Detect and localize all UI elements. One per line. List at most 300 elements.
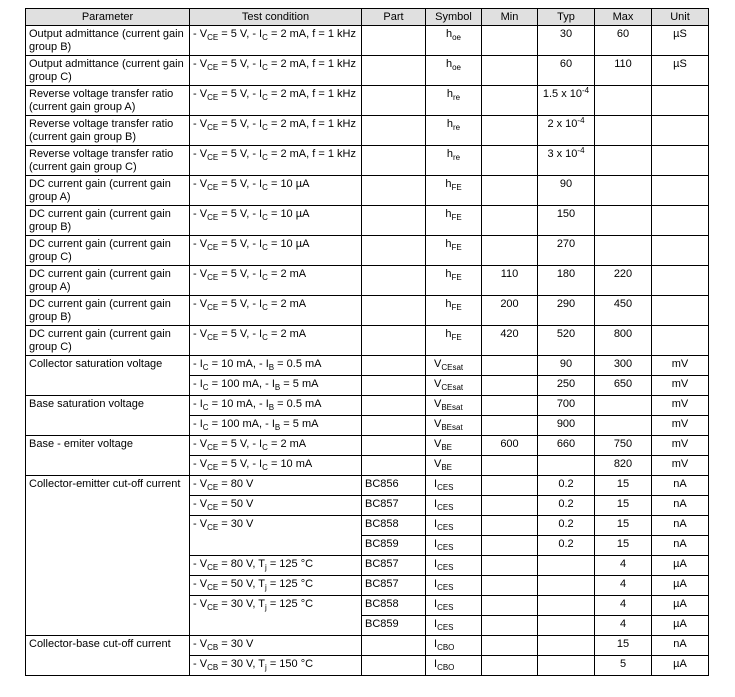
condition-part: - V — [193, 498, 208, 510]
condition-cell — [190, 116, 362, 146]
condition-cell — [190, 416, 362, 436]
unit-cell: µA — [652, 596, 709, 616]
typ-cell — [538, 576, 595, 596]
symbol-subscript: BE — [441, 463, 453, 472]
condition-part: = 2 mA, f = 1 kHz — [267, 58, 356, 70]
condition-part: C — [262, 333, 268, 342]
min-cell — [482, 656, 538, 676]
min-cell: 420 — [482, 326, 538, 356]
condition-part: CE — [207, 603, 219, 612]
min-cell — [482, 536, 538, 556]
condition-part: C — [202, 363, 209, 372]
condition-part: B — [268, 363, 275, 372]
max-cell: 4 — [595, 596, 652, 616]
condition-cell — [190, 266, 362, 296]
parameter-cell: Collector-base cut-off current — [26, 636, 190, 676]
parameter-cell: Base saturation voltage — [26, 396, 190, 436]
condition-part: CE — [207, 463, 219, 472]
max-cell — [595, 176, 652, 206]
symbol-letter: I — [434, 638, 438, 650]
symbol-subscript: FE — [451, 243, 462, 252]
condition-part: = 5 V, - I — [218, 238, 263, 250]
condition-part: - V — [193, 438, 208, 450]
condition-part: CE — [207, 483, 219, 492]
condition-part: = 5 V, - I — [218, 458, 263, 470]
condition-part: - V — [193, 658, 208, 670]
condition-part: CE — [207, 243, 219, 252]
min-cell — [482, 146, 538, 176]
parameter-cell — [26, 206, 190, 236]
condition-part: = 80 V — [218, 478, 254, 490]
typ-cell: 250 — [538, 376, 595, 396]
condition-cell — [190, 86, 362, 116]
condition-part: = 2 mA, f = 1 kHz — [267, 28, 356, 40]
symbol-cell — [426, 236, 482, 266]
parameter-line: DC current gain (current gain — [29, 298, 171, 310]
symbol-cell — [426, 206, 482, 236]
symbol-letter: V — [434, 438, 442, 450]
part-cell: BC859 — [362, 616, 426, 636]
condition-part: - V — [193, 178, 208, 190]
symbol-cell — [426, 576, 482, 596]
condition-part: = 30 V — [218, 638, 254, 650]
condition-part: - V — [193, 28, 208, 40]
parameter-line: group A) — [29, 281, 71, 293]
min-cell — [482, 476, 538, 496]
part-cell: BC857 — [362, 556, 426, 576]
unit-cell: nA — [652, 536, 709, 556]
condition-cell — [190, 176, 362, 206]
typ-cell — [538, 86, 595, 116]
table-row — [26, 266, 709, 296]
min-cell — [482, 206, 538, 236]
condition-part: = 30 V, T — [218, 658, 265, 670]
symbol-cell — [426, 496, 482, 516]
condition-part: C — [262, 213, 268, 222]
max-cell: 220 — [595, 266, 652, 296]
symbol-cell — [426, 556, 482, 576]
condition-part: = 30 V, T — [218, 598, 265, 610]
parameter-line: group B) — [29, 311, 72, 323]
symbol-letter: V — [434, 378, 442, 390]
condition-part: = 30 V — [218, 518, 254, 530]
symbol-subscript: CEsat — [441, 363, 464, 372]
max-cell — [595, 396, 652, 416]
condition-cell — [190, 596, 362, 636]
condition-part: = 2 mA, f = 1 kHz — [267, 148, 356, 160]
min-cell — [482, 576, 538, 596]
part-cell — [362, 26, 426, 56]
condition-part: j — [264, 563, 267, 572]
min-cell: 600 — [482, 436, 538, 456]
condition-part: - I — [193, 398, 203, 410]
condition-part: = 5 V, - I — [218, 328, 263, 340]
typ-cell: 270 — [538, 236, 595, 266]
electrical-characteristics-table — [25, 8, 709, 676]
symbol-subscript: CES — [437, 583, 454, 592]
condition-part: C — [262, 183, 268, 192]
symbol-letter: V — [434, 358, 442, 370]
condition-part: - V — [193, 598, 208, 610]
parameter-line: (current gain group C) — [29, 161, 137, 173]
typ-mantissa: 2 x 10 — [547, 118, 578, 130]
condition-part: C — [262, 243, 268, 252]
symbol-letter: h — [445, 238, 452, 250]
symbol-letter: h — [446, 88, 453, 100]
symbol-letter: h — [445, 298, 452, 310]
symbol-cell — [426, 476, 482, 496]
symbol-subscript: CES — [437, 543, 454, 552]
symbol-letter: I — [434, 558, 438, 570]
unit-cell: mV — [652, 416, 709, 436]
condition-part: = 2 mA — [267, 438, 307, 450]
condition-part: - V — [193, 328, 208, 340]
condition-part: - V — [193, 478, 208, 490]
unit-cell — [652, 206, 709, 236]
table-row — [26, 236, 709, 266]
header-typ: Typ — [538, 9, 595, 26]
condition-part: C — [262, 273, 268, 282]
condition-part: - I — [193, 418, 203, 430]
condition-part: = 5 V, - I — [218, 88, 263, 100]
condition-part: = 5 mA — [280, 418, 319, 430]
condition-part: = 5 V, - I — [218, 268, 263, 280]
condition-part: - V — [193, 208, 208, 220]
max-cell — [595, 416, 652, 436]
max-cell: 15 — [595, 536, 652, 556]
part-cell — [362, 656, 426, 676]
condition-cell — [190, 496, 362, 516]
min-cell — [482, 376, 538, 396]
unit-cell: mV — [652, 396, 709, 416]
parameter-line: Output admittance (current gain — [29, 28, 184, 40]
part-cell: BC858 — [362, 596, 426, 616]
condition-cell — [190, 436, 362, 456]
min-cell — [482, 236, 538, 266]
condition-part: = 125 °C — [266, 558, 314, 570]
typ-cell: 660 — [538, 436, 595, 456]
min-cell — [482, 636, 538, 656]
condition-part: CE — [207, 273, 219, 282]
part-cell — [362, 236, 426, 266]
max-cell: 4 — [595, 616, 652, 636]
condition-part: = 50 V — [218, 498, 254, 510]
condition-part: C — [202, 423, 209, 432]
condition-part: B — [268, 403, 275, 412]
max-cell: 650 — [595, 376, 652, 396]
condition-part: B — [274, 383, 281, 392]
parameter-line: group C) — [29, 71, 72, 83]
condition-part: - I — [193, 358, 203, 370]
unit-cell — [652, 176, 709, 206]
part-cell: BC857 — [362, 496, 426, 516]
parameter-line: DC current gain (current gain — [29, 268, 171, 280]
symbol-cell — [426, 86, 482, 116]
parameter-cell — [26, 176, 190, 206]
part-cell: BC859 — [362, 536, 426, 556]
condition-part: - V — [193, 238, 208, 250]
symbol-cell — [426, 636, 482, 656]
typ-cell: 60 — [538, 56, 595, 86]
unit-cell: nA — [652, 476, 709, 496]
symbol-subscript: CES — [437, 483, 454, 492]
min-cell — [482, 616, 538, 636]
condition-part: = 2 mA — [267, 328, 307, 340]
table-row — [26, 206, 709, 236]
min-cell — [482, 56, 538, 86]
condition-part: = 5 V, - I — [218, 58, 263, 70]
unit-cell — [652, 116, 709, 146]
symbol-cell — [426, 116, 482, 146]
condition-part: CE — [207, 93, 219, 102]
symbol-letter: V — [434, 418, 442, 430]
part-cell — [362, 456, 426, 476]
symbol-subscript: BEsat — [441, 403, 463, 412]
parameter-line: group B) — [29, 221, 72, 233]
part-cell — [362, 296, 426, 326]
condition-cell — [190, 236, 362, 266]
condition-part: - V — [193, 148, 208, 160]
condition-cell — [190, 296, 362, 326]
parameter-line: Reverse voltage transfer ratio — [29, 118, 174, 130]
header-row — [26, 9, 709, 26]
part-cell: BC857 — [362, 576, 426, 596]
part-cell — [362, 146, 426, 176]
typ-cell: 0.2 — [538, 516, 595, 536]
min-cell — [482, 416, 538, 436]
unit-cell: µA — [652, 576, 709, 596]
table-row — [26, 636, 709, 656]
condition-cell — [190, 476, 362, 496]
condition-cell — [190, 516, 362, 556]
symbol-letter: I — [434, 598, 438, 610]
condition-part: = 5 V, - I — [218, 208, 263, 220]
condition-cell — [190, 146, 362, 176]
symbol-cell — [426, 296, 482, 326]
max-cell — [595, 116, 652, 146]
condition-part: = 5 mA — [280, 378, 319, 390]
parameter-line: group C) — [29, 251, 72, 263]
condition-part: j — [264, 583, 267, 592]
condition-cell — [190, 206, 362, 236]
max-cell: 15 — [595, 496, 652, 516]
part-cell — [362, 86, 426, 116]
symbol-subscript: CES — [437, 523, 454, 532]
symbol-subscript: CES — [437, 623, 454, 632]
condition-part: CE — [207, 33, 219, 42]
part-cell — [362, 356, 426, 376]
condition-cell — [190, 326, 362, 356]
parameter-line: DC current gain (current gain — [29, 208, 171, 220]
min-cell — [482, 356, 538, 376]
part-cell — [362, 376, 426, 396]
max-cell: 15 — [595, 476, 652, 496]
condition-part: B — [274, 423, 281, 432]
parameter-line: group A) — [29, 191, 71, 203]
symbol-letter: I — [434, 578, 438, 590]
condition-part: = 10 mA — [267, 458, 313, 470]
condition-part: CE — [207, 583, 219, 592]
symbol-cell — [426, 656, 482, 676]
min-cell: 200 — [482, 296, 538, 326]
condition-part: CE — [207, 563, 219, 572]
table-row — [26, 26, 709, 56]
unit-cell — [652, 236, 709, 266]
condition-part: j — [264, 663, 267, 672]
typ-cell — [538, 116, 595, 146]
parameter-line: DC current gain (current gain — [29, 238, 171, 250]
header-test-condition: Test condition — [190, 9, 362, 26]
unit-cell: µA — [652, 616, 709, 636]
condition-part: = 2 mA, f = 1 kHz — [267, 118, 356, 130]
condition-part: = 2 mA — [267, 298, 307, 310]
parameter-cell — [26, 296, 190, 326]
min-cell — [482, 86, 538, 116]
unit-cell: nA — [652, 636, 709, 656]
condition-part: = 100 mA, - I — [208, 378, 275, 390]
max-cell: 450 — [595, 296, 652, 326]
typ-cell: 700 — [538, 396, 595, 416]
condition-part: = 10 µA — [267, 178, 310, 190]
symbol-subscript: CES — [437, 503, 454, 512]
parameter-line: Output admittance (current gain — [29, 58, 184, 70]
condition-part: CB — [207, 663, 219, 672]
typ-cell: 90 — [538, 356, 595, 376]
max-cell — [595, 86, 652, 116]
parameter-line: DC current gain (current gain — [29, 178, 171, 190]
symbol-subscript: FE — [451, 273, 462, 282]
condition-part: = 5 V, - I — [218, 148, 263, 160]
symbol-letter: I — [434, 498, 438, 510]
unit-cell: mV — [652, 356, 709, 376]
condition-part: = 80 V, T — [218, 558, 265, 570]
part-cell — [362, 176, 426, 206]
min-cell — [482, 456, 538, 476]
condition-part: CE — [207, 303, 219, 312]
header-min: Min — [482, 9, 538, 26]
symbol-subscript: BE — [441, 443, 453, 452]
symbol-cell — [426, 356, 482, 376]
condition-part: CE — [207, 153, 219, 162]
part-cell — [362, 416, 426, 436]
symbol-subscript: FE — [451, 213, 462, 222]
symbol-cell — [426, 396, 482, 416]
unit-cell — [652, 326, 709, 356]
typ-mantissa: 1.5 x 10 — [542, 88, 582, 100]
condition-part: - V — [193, 298, 208, 310]
symbol-letter: h — [446, 118, 453, 130]
header-part: Part — [362, 9, 426, 26]
condition-part: C — [262, 123, 268, 132]
typ-cell: 180 — [538, 266, 595, 296]
parameter-line: Reverse voltage transfer ratio — [29, 88, 174, 100]
condition-part: = 0.5 mA — [274, 358, 322, 370]
condition-part: CE — [207, 333, 219, 342]
unit-cell: µS — [652, 26, 709, 56]
condition-part: CE — [207, 213, 219, 222]
max-cell: 110 — [595, 56, 652, 86]
min-cell — [482, 556, 538, 576]
symbol-cell — [426, 516, 482, 536]
condition-part: - V — [193, 638, 208, 650]
parameter-cell: Base - emiter voltage — [26, 436, 190, 476]
parameter-cell — [26, 266, 190, 296]
unit-cell: nA — [652, 496, 709, 516]
max-cell: 15 — [595, 516, 652, 536]
typ-cell — [538, 146, 595, 176]
condition-part: C — [262, 463, 268, 472]
typ-cell — [538, 596, 595, 616]
min-cell — [482, 176, 538, 206]
parameter-line: group B) — [29, 41, 72, 53]
max-cell: 4 — [595, 556, 652, 576]
condition-part: CE — [207, 443, 219, 452]
condition-part: = 150 °C — [266, 658, 314, 670]
symbol-subscript: FE — [451, 333, 462, 342]
unit-cell: µA — [652, 556, 709, 576]
condition-part: j — [264, 603, 267, 612]
symbol-letter: h — [445, 328, 452, 340]
symbol-letter: h — [445, 208, 452, 220]
typ-cell: 150 — [538, 206, 595, 236]
min-cell: 110 — [482, 266, 538, 296]
min-cell — [482, 516, 538, 536]
typ-cell: 0.2 — [538, 496, 595, 516]
condition-part: = 10 mA, - I — [208, 358, 269, 370]
table-row — [26, 116, 709, 146]
typ-cell: 520 — [538, 326, 595, 356]
symbol-letter: I — [434, 518, 438, 530]
condition-part: - V — [193, 578, 208, 590]
condition-cell — [190, 576, 362, 596]
table-row — [26, 56, 709, 86]
symbol-letter: h — [445, 178, 452, 190]
symbol-letter: h — [445, 28, 453, 40]
max-cell: 15 — [595, 636, 652, 656]
header-max: Max — [595, 9, 652, 26]
condition-part: = 10 mA, - I — [208, 398, 269, 410]
part-cell — [362, 56, 426, 86]
typ-cell: 290 — [538, 296, 595, 326]
symbol-subscript: CBO — [437, 663, 455, 672]
condition-part: = 50 V, T — [218, 578, 265, 590]
typ-exponent: -4 — [582, 86, 590, 95]
table-row — [26, 436, 709, 456]
symbol-subscript: CBO — [437, 643, 455, 652]
typ-cell — [538, 616, 595, 636]
min-cell — [482, 496, 538, 516]
condition-cell — [190, 376, 362, 396]
table-row — [26, 476, 709, 496]
condition-cell — [190, 396, 362, 416]
condition-cell — [190, 656, 362, 676]
max-cell — [595, 146, 652, 176]
condition-part: = 5 V, - I — [218, 438, 263, 450]
part-cell — [362, 266, 426, 296]
condition-part: = 100 mA, - I — [208, 418, 275, 430]
max-cell: 800 — [595, 326, 652, 356]
min-cell — [482, 396, 538, 416]
part-cell: BC858 — [362, 516, 426, 536]
condition-part: - V — [193, 268, 208, 280]
symbol-letter: V — [434, 458, 442, 470]
condition-part: CE — [207, 523, 219, 532]
table-row — [26, 396, 709, 416]
unit-cell: mV — [652, 436, 709, 456]
typ-cell: 0.2 — [538, 476, 595, 496]
condition-part: = 0.5 mA — [274, 398, 322, 410]
condition-part: = 5 V, - I — [218, 118, 263, 130]
